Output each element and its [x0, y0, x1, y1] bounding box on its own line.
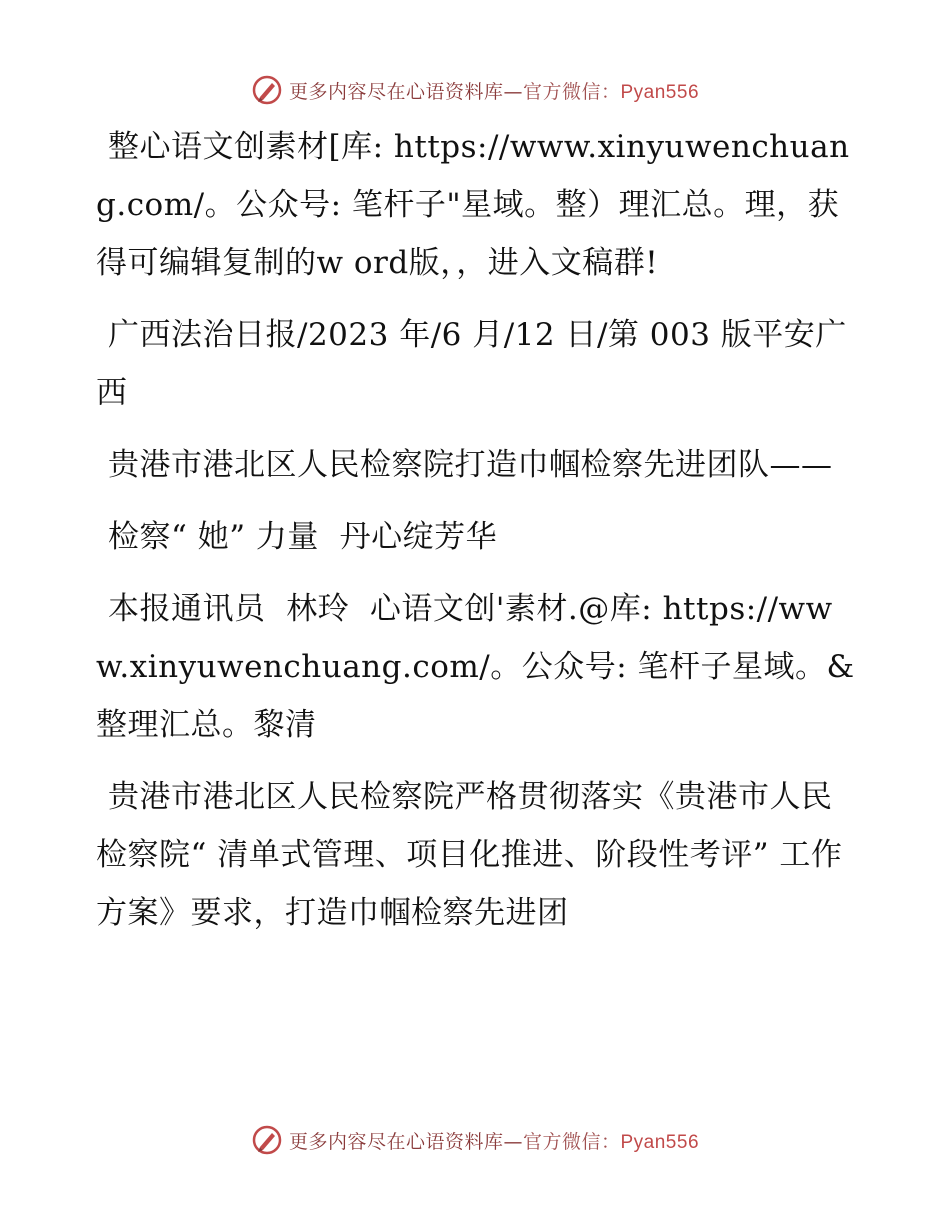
- paragraph-source: 广西法治日报/2023 年/6 月/12 日/第 003 版平安广西: [96, 317, 847, 411]
- footer-banner-handle: Pyan556: [620, 1131, 700, 1153]
- header-banner-wechat-label: 官方微信：: [522, 80, 621, 103]
- document-body: [96, 118, 856, 956]
- footer-banner: [0, 1120, 950, 1160]
- footer-banner-main: 更多内容尽在心语资料库: [288, 1130, 504, 1153]
- pen-logo-icon: [251, 1124, 283, 1156]
- header-banner-handle: Pyan556: [620, 81, 700, 103]
- footer-banner-text: [289, 1127, 699, 1154]
- header-banner: [0, 70, 950, 110]
- paragraph-promo: 整心语文创素材[库: https://www.xinyuwenchuang.com/。公众号: 笔杆子"星域。整）理汇总。理，获得可编辑复制的w ord版，，进入文稿群!: [96, 129, 850, 281]
- pen-logo-icon: [251, 74, 283, 106]
- paragraph-subheadline: 检察“ 她” 力量 丹心绽芳华: [108, 519, 498, 555]
- footer-banner-wechat-label: 官方微信：: [522, 1130, 621, 1153]
- paragraph-byline: 本报通讯员 林玲 心语文创'素材.@库: https://www.xinyuwenchuang.com/。公众号: 笔杆子星域。&整理汇总。黎清: [96, 591, 855, 743]
- paragraph-body: 贵港市港北区人民检察院严格贯彻落实《贵港市人民检察院“ 清单式管理、项目化推进、阶段性考评” 工作方案》要求，打造巾帼检察先进团: [96, 779, 843, 931]
- footer-banner-dash: —: [503, 1130, 523, 1153]
- paragraph-headline: 贵港市港北区人民检察院打造巾帼检察先进团队——: [108, 447, 833, 483]
- header-banner-text: [289, 77, 699, 104]
- header-banner-dash: —: [503, 80, 523, 103]
- header-banner-main: 更多内容尽在心语资料库: [288, 80, 504, 103]
